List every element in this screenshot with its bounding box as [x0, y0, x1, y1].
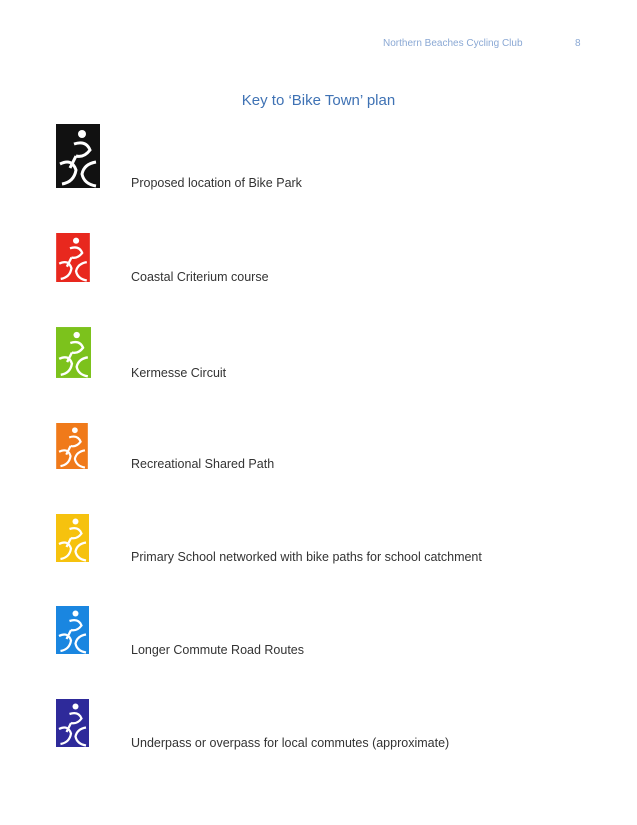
legend-label: Longer Commute Road Routes [131, 643, 305, 657]
legend-label: Recreational Shared Path [131, 457, 275, 471]
cyclist-icon [56, 606, 89, 654]
legend-label: Primary School networked with bike paths for school catchment [131, 550, 482, 564]
cyclist-icon [56, 327, 91, 378]
legend-label: Underpass or overpass for local commutes (approximate) [131, 736, 450, 750]
cyclist-icon [56, 699, 89, 747]
legend-label: Coastal Criterium course [131, 270, 269, 284]
legend-label: Kermesse Circuit [131, 366, 227, 380]
cyclist-icon [56, 514, 89, 562]
header-page-number: 8 [575, 38, 581, 49]
cyclist-icon [56, 233, 90, 282]
legend-label: Proposed location of Bike Park [131, 176, 302, 190]
page-title: Key to ‘Bike Town’ plan [241, 92, 396, 109]
cyclist-icon [56, 423, 88, 469]
cyclist-icon [56, 124, 100, 188]
header-club-name: Northern Beaches Cycling Club [383, 38, 523, 49]
